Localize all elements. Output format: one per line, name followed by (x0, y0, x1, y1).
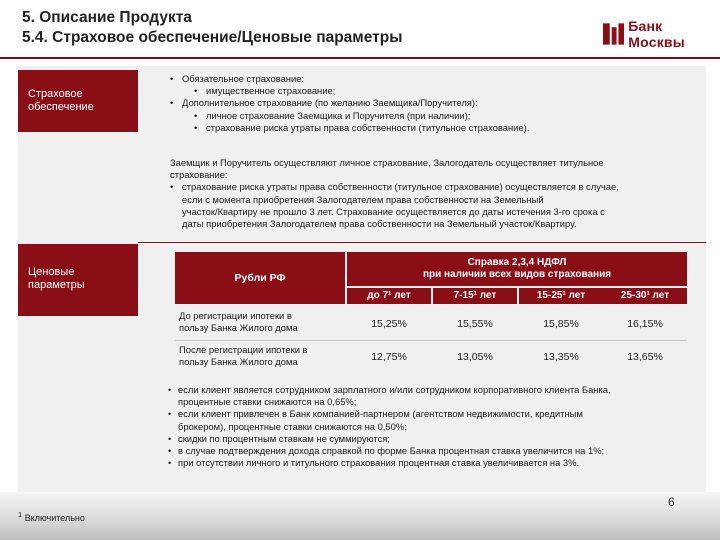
footnote (18, 510, 85, 523)
bullet-mandatory: • Обязательное страхование: (170, 73, 690, 85)
paragraph-bullet-cont: даты приобретения Залогодателем права собственности на Земельный участок/Квартиру. (182, 218, 577, 230)
slide-title (22, 8, 402, 48)
table-group-header (347, 252, 687, 286)
note-item: • если клиент привлечен в Банк компанией-партнером (агентством недвижимости, кредитным (166, 408, 696, 420)
bullet-personal-insurance: • личное страхование Заемщика и Поручителя (при наличии); (170, 110, 690, 122)
city-skyline-background (0, 492, 720, 540)
column-header: 15-25¹ лет (519, 288, 603, 304)
rate-cell: 13,05% (457, 351, 493, 363)
bullet-property-insurance: • имущественное страхование; (170, 85, 690, 97)
rate-cell: 15,55% (457, 318, 493, 330)
rate-cell: 15,85% (543, 318, 579, 330)
group-header-line: Справка 2,3,4 НДФЛ (467, 257, 567, 268)
rate-cell: 13,35% (543, 351, 579, 363)
section-label-insurance: Страховое обеспечение (18, 70, 138, 132)
footnote-mark: 1 (18, 510, 23, 519)
pricing-notes (166, 384, 696, 469)
row-label-line: пользу Банка Жилого дома (179, 322, 298, 333)
column-header: 7-15¹ лет (433, 288, 517, 304)
note-item-cont: процентные ставки снижаются на 0,65%; (178, 396, 357, 408)
paragraph-bullet: • страхование риска утраты права собственности (титульное страхование) осуществляется в случае, (170, 181, 690, 193)
bullet-additional: • Дополнительное страхование (по желанию Заемщика/Поручителя): (170, 97, 690, 109)
page-number: 6 (668, 495, 675, 509)
column-header: до 7¹ лет (347, 288, 431, 304)
row-label-line: После регистрации ипотеки в (179, 344, 308, 355)
insurance-paragraph (170, 157, 690, 230)
bullet-title-insurance: • страхование риска утраты права собственности (титульное страхование). (170, 122, 690, 134)
note-item-cont: брокером), процентные ставки снижаются на 0,50%; (178, 420, 407, 432)
row-separator (175, 340, 687, 341)
bank-logo-text: Банк Москвы (628, 18, 685, 50)
section-divider (138, 242, 706, 243)
row-label (175, 344, 345, 368)
title-line-2: 5.4. Страховое обеспечение/Ценовые параметры (22, 29, 403, 46)
note-item: • при отсутствии личного и титульного страхования процентная ставка увеличивается на 3%. (166, 457, 696, 469)
title-divider (0, 57, 720, 59)
rate-cell: 12,75% (371, 351, 407, 363)
rate-cell: 16,15% (627, 318, 663, 330)
insurance-bullets (170, 73, 690, 134)
paragraph-bullet-cont: участок/Квартиру не прошло 3 лет. Страхование осуществляется до даты истечения 3-го срока с (182, 205, 605, 217)
row-label (175, 310, 345, 334)
rate-cell: 13,65% (627, 351, 663, 363)
section-label-pricing: Ценовые параметры (18, 244, 138, 316)
paragraph-bullet-cont: если с момента приобретения Залогодателем права собственности на Земельный (182, 193, 544, 205)
table-corner-header: Рубли РФ (175, 252, 345, 304)
paragraph-line: страхование: (170, 169, 228, 181)
rate-cell: 15,25% (371, 318, 407, 330)
row-label-line: До регистрации ипотеки в (179, 310, 292, 321)
bank-logo (603, 18, 720, 50)
footnote-text: Включительно (24, 513, 85, 523)
paragraph-line: Заемщик и Поручитель осуществляют личное страхование, Залогодатель осуществляет титульное (170, 157, 604, 168)
bank-logo-icon (603, 23, 624, 45)
column-header: 25-30¹ лет (603, 288, 687, 304)
note-item: • если клиент является сотрудником зарплатного и/или сотрудником корпоративного клиента Банка, (166, 384, 696, 396)
title-line-1: 5. Описание Продукта (22, 9, 192, 26)
group-header-line: при наличии всех видов страхования (422, 269, 612, 280)
note-item: • скидки по процентным ставкам не суммируются; (166, 433, 696, 445)
row-label-line: пользу Банка Жилого дома (179, 356, 298, 367)
note-item: • в случае подтверждения дохода справкой по форме Банка процентная ставка увеличится на 1%; (166, 445, 696, 457)
